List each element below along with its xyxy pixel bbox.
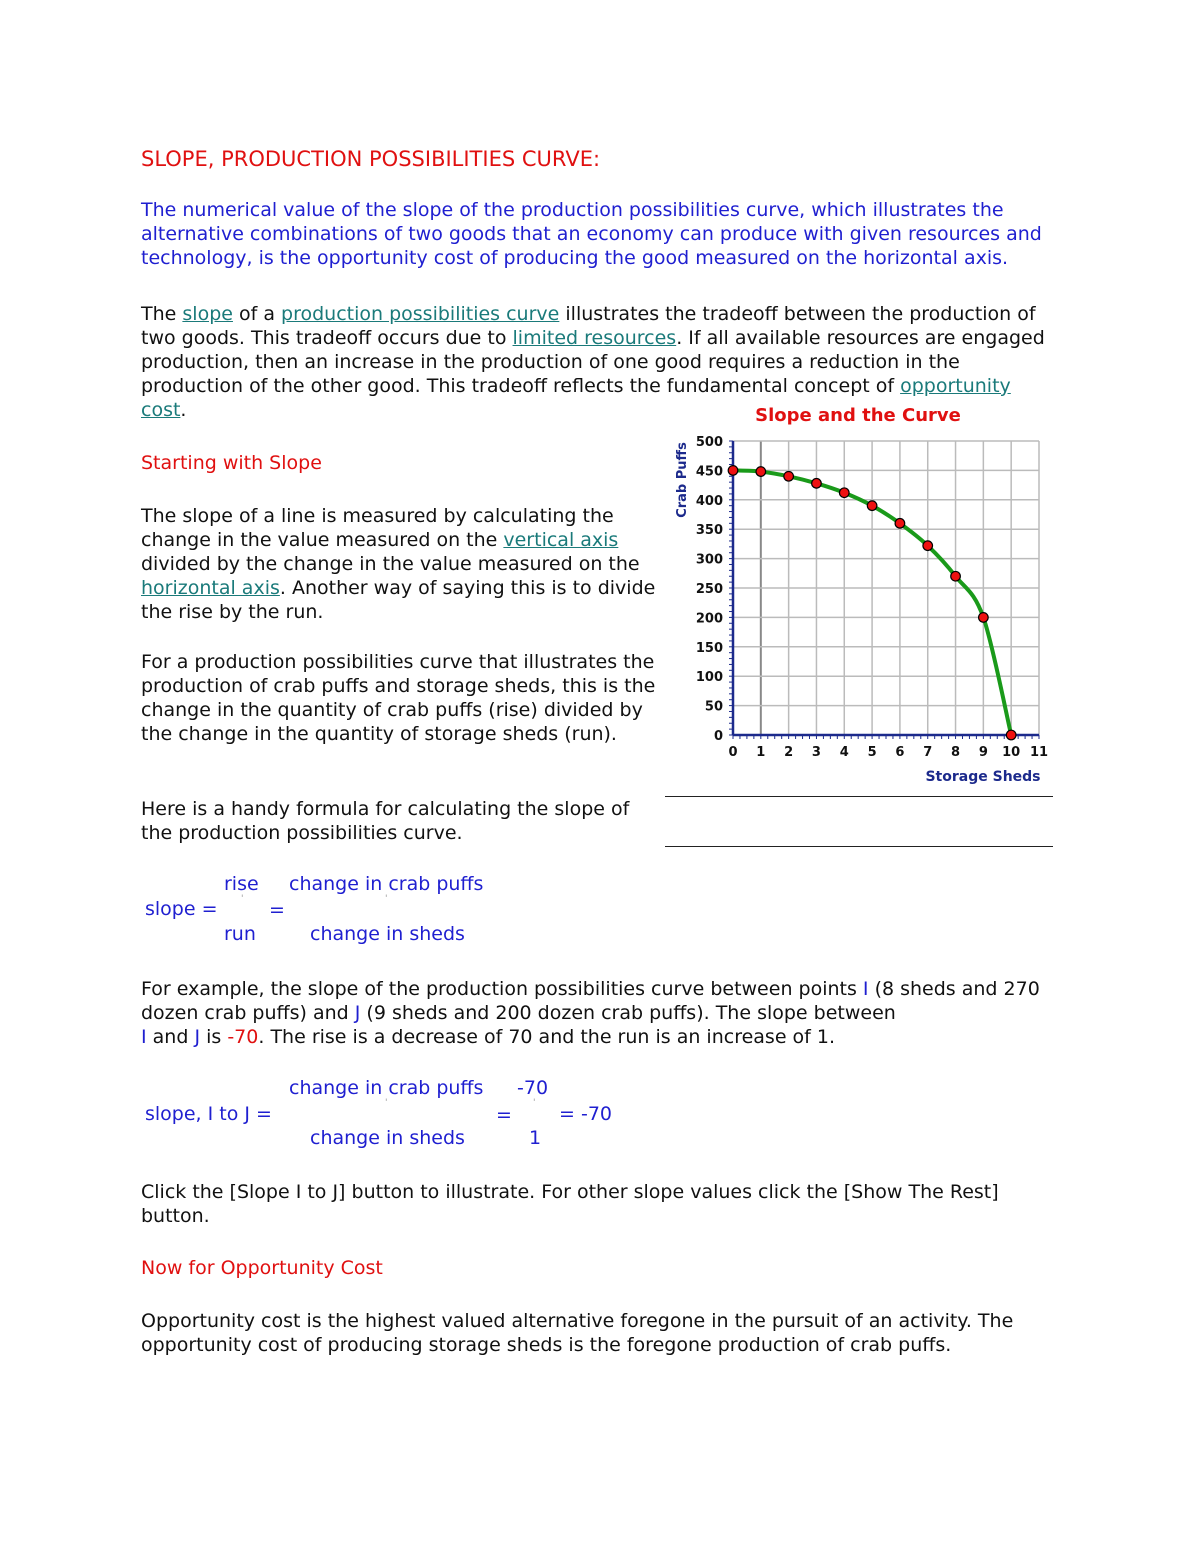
x-tick-label: 11 [1029,745,1049,760]
data-point [784,471,794,481]
slope-i-to-j-formula [145,1077,665,1157]
formula-intro-paragraph: Here is a handy formula for calculating the slope of the production possibilities curve. [141,798,630,844]
x-tick-label: 5 [867,745,877,760]
formula-denominator: change in sheds [310,923,465,945]
y-tick-label: 400 [695,493,723,509]
p1-text-1: The [141,303,183,325]
y-axis-label: Crab Puffs [675,442,690,518]
section-heading-slope: Starting with Slope [141,452,322,474]
formula-tick-2: ' [385,894,388,904]
slope-definition-paragraph [141,504,659,624]
formula2-tick-2: ' [533,1098,536,1108]
p5-text-2: (8 sheds and 270 dozen crab puffs) and [141,978,1040,1024]
p2-text-1: The slope of a line is measured by calculating the change in the value measured on the [141,505,614,551]
y-tick-label: 250 [695,582,723,597]
x-tick-label: 1 [756,745,766,760]
y-tick-label: 150 [695,640,723,656]
x-tick-label: 6 [895,745,905,760]
formula2-result: = -70 [559,1103,612,1125]
button-instructions-paragraph: Click the [Slope I to J] button to illustrate. For other slope values click the [Show The Rest] button. [141,1181,999,1227]
p2-text-3: . Another way of saying this is to divide the rise by the run. [141,577,656,623]
data-point [895,519,905,529]
p1-text-2: of a [232,303,282,325]
data-point [951,571,961,581]
y-tick-label: 450 [695,464,723,480]
x-tick-label: 7 [923,745,933,760]
x-tick-label: 0 [728,745,738,760]
slope-formula [145,873,545,953]
y-tick-label: 100 [695,670,723,686]
link-limited-resources[interactable]: limited resources [512,327,677,349]
y-tick-label: 300 [695,552,723,568]
x-tick-label: 9 [978,745,988,760]
section-heading-opportunity-cost: Now for Opportunity Cost [141,1257,383,1279]
formula2-den-value: 1 [529,1127,542,1149]
slope-value: -70 [227,1026,259,1048]
link-opportunity-cost[interactable]: opportunity cost [141,375,1011,421]
formula2-equals: = [496,1104,512,1126]
x-tick-label: 10 [1002,745,1021,760]
data-point [1006,730,1016,740]
link-vertical-axis[interactable]: vertical axis [503,529,619,551]
intro-paragraph: The numerical value of the slope of the production possibilities curve, which illustrates the alternative combinations of two goods that an economy can produce with given resources and technology, is the opportunity cost of producing the good measured on the horizontal axis. [141,199,1042,269]
p5-text-1: For example, the slope of the production possibilities curve between points [141,978,863,1000]
p1-text-3: illustrates the tradeoff between the production of two goods. This tradeoff occurs due to [141,303,1036,349]
formula2-tick: ' [385,1098,388,1108]
point-j-label: J [354,1002,361,1024]
p2-text-2: divided by the change in the value measured on the [141,553,640,575]
example-paragraph [141,977,1051,1049]
x-tick-label: 8 [951,745,961,760]
formula-tick: ' [241,894,244,904]
formula-equals: = [269,899,285,921]
formula-numerator: change in crab puffs [289,873,484,895]
link-slope[interactable]: slope [182,303,233,325]
data-point [923,541,933,551]
chart-title: Slope and the Curve [755,405,961,426]
formula-slope-label: slope = [145,898,218,920]
link-production-possibilities-curve[interactable]: production possibilities curve [281,303,560,325]
data-point [728,466,738,476]
data-point [979,613,989,623]
y-tick-label: 500 [695,435,723,450]
point-i-label-2: I [141,1026,147,1048]
ppc-chart [660,398,1060,790]
x-tick-label: 3 [811,745,821,760]
x-axis-label: Storage Sheds [925,769,1041,785]
y-tick-label: 350 [695,523,723,539]
point-i-label: I [862,978,869,1000]
data-point [812,479,822,489]
divider-2 [665,846,1053,847]
p5-text-3: (9 sheds and 200 dozen crab puffs). The slope between [360,1002,896,1024]
opportunity-cost-paragraph: Opportunity cost is the highest valued alternative foregone in the pursuit of an activity. The opportunity cost of producing storage sheds is the foregone production of crab puffs. [141,1310,1014,1356]
y-tick-label: 200 [695,611,723,627]
y-tick-label: 0 [713,729,723,744]
y-tick-label: 50 [704,699,723,715]
p1-text-4: . If all available resources are engaged production, then an increase in the production of one good requires a reduction in the production of the other good. This tradeoff reflects the fundamental concept of [141,327,1045,397]
formula2-numerator: change in crab puffs [289,1077,484,1099]
data-point [867,501,877,511]
link-horizontal-axis[interactable]: horizontal axis [141,577,280,599]
formula-rise: rise [224,873,259,895]
divider-1 [665,796,1053,797]
formula2-label: slope, I to J = [145,1103,272,1125]
data-point [839,488,849,498]
p5-text-5: is [200,1026,228,1048]
point-j-label-2: J [194,1026,201,1048]
x-tick-label: 4 [839,745,849,760]
page-title: SLOPE, PRODUCTION POSSIBILITIES CURVE: [141,147,601,171]
formula2-denominator: change in sheds [310,1127,465,1149]
p5-text-6: . The rise is a decrease of 70 and the run is an increase of 1. [258,1026,836,1048]
p5-text-4: and [146,1026,195,1048]
crab-puffs-paragraph: For a production possibilities curve that illustrates the production of crab puffs and storage sheds, this is the change in the quantity of crab puffs (rise) divided by the change in the quantity of storage sheds (run). [141,651,656,745]
formula-run: run [224,923,256,945]
formula2-num-value: -70 [517,1077,549,1099]
x-tick-label: 2 [784,745,794,760]
p1-text-5: . [180,399,187,421]
data-point [756,467,766,477]
